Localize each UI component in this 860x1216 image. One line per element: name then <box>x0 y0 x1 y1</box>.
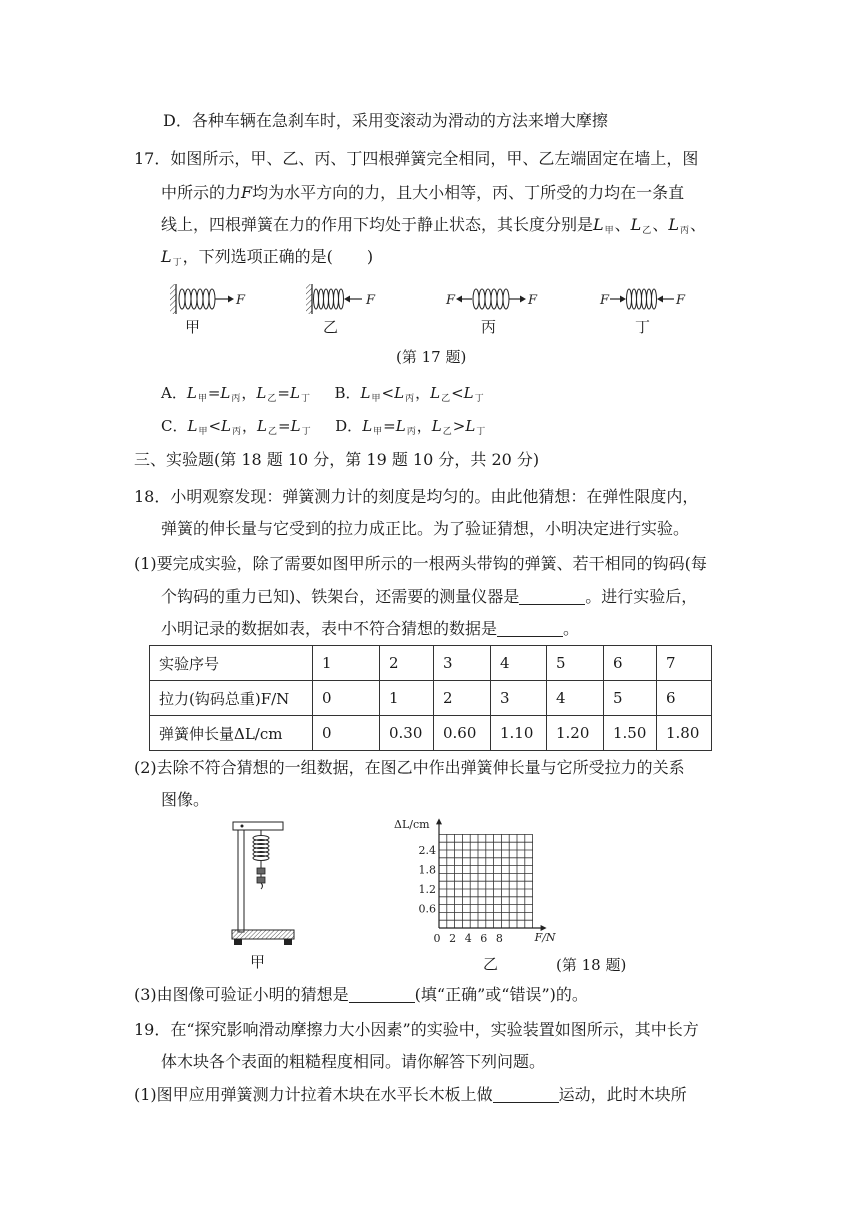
y-tick-label: 1.2 <box>418 883 436 896</box>
answer-blank-motion[interactable] <box>493 1088 559 1103</box>
q18-p1-line1: (1)要完成实验，除了需要如图甲所示的一根两头带钩的弹簧、若干相同的钩码(每 <box>134 554 707 573</box>
table-cell: 5 <box>604 681 657 716</box>
spring-ding <box>599 289 686 309</box>
table-cell: 4 <box>547 681 604 716</box>
x-tick-label: 6 <box>480 932 488 945</box>
table-cell: 2 <box>380 646 434 681</box>
q18-fig-label-jia: 甲 <box>250 953 266 971</box>
table-cell: 1.10 <box>491 716 547 751</box>
q17-line1: 17．如图所示，甲、乙、丙、丁四根弹簧完全相同，甲、乙左端固定在墙上，图 <box>134 149 699 168</box>
spring-bing <box>445 289 538 309</box>
y-axis-label: ΔL/cm <box>394 818 430 831</box>
svg-text:F: F <box>528 293 538 308</box>
table-row <box>150 681 712 716</box>
answer-blank-conclusion[interactable] <box>349 988 415 1003</box>
answer-blank-data[interactable] <box>497 622 563 637</box>
table-cell: 1.50 <box>604 716 657 751</box>
q17-fig-label-yi: 乙 <box>323 318 339 336</box>
table-cell: 1 <box>380 681 434 716</box>
x-tick-label: 2 <box>449 932 457 945</box>
table-row <box>150 716 712 751</box>
x-tick-label: 4 <box>464 932 472 945</box>
table-cell: 1.80 <box>657 716 712 751</box>
table-cell: 3 <box>434 646 491 681</box>
y-tick-label: 2.4 <box>418 844 436 857</box>
q18-data-table <box>149 645 712 751</box>
q18-fig-label-yi: 乙 <box>483 955 499 973</box>
q19-line1: 19．在“探究影响滑动摩擦力大小因素”的实验中，实验装置如图所示，其中长方 <box>134 1020 699 1039</box>
answer-blank-instrument[interactable] <box>519 590 585 605</box>
table-cell: 0 <box>313 716 380 751</box>
table-cell: 4 <box>491 646 547 681</box>
q17-caption: (第 17 题) <box>396 348 467 366</box>
q17-line4: $L_丁$，下列选项正确的是( ) <box>161 247 374 268</box>
q18-p2-line1: (2)去除不符合猜想的一组数据，在图乙中作出弹簧伸长量与它所受拉力的关系 <box>134 758 685 777</box>
q18-iron-stand-figure <box>225 818 300 950</box>
q18-p3: (3)由图像可验证小明的猜想是 (填“正确”或“错误”)的。 <box>134 985 588 1004</box>
q18-blank-graph <box>390 812 570 952</box>
table-cell: 0.60 <box>434 716 491 751</box>
q17-line2: 中所示的力F均为水平方向的力，且大小相等，丙、丁所受的力均在一条直 <box>161 183 685 202</box>
y-tick-label: 1.8 <box>418 863 436 877</box>
q18-caption: (第 18 题) <box>556 956 627 974</box>
spring-jia <box>170 284 246 314</box>
q18-line2: 弹簧的伸长量与它受到的拉力成正比。为了验证猜想，小明决定进行实验。 <box>161 519 690 538</box>
y-tick-label: 0.6 <box>418 902 436 916</box>
svg-text:F: F <box>446 293 456 308</box>
x-tick-label: 0 <box>433 932 441 945</box>
table-cell: 0.30 <box>380 716 434 751</box>
table-cell: 6 <box>657 681 712 716</box>
q17-fig-label-ding: 丁 <box>635 318 651 336</box>
svg-text:F: F <box>236 293 246 308</box>
table-row <box>150 646 712 681</box>
x-axis-label: F/N <box>534 931 556 944</box>
q17-options-ab: A．$L_甲=L_丙$，$L_乙=L_丁$ B．$L_甲<L_丙$，$L_乙<L_丁$ <box>161 384 484 404</box>
q17-springs-figure <box>150 280 710 342</box>
y-axis-arrow <box>436 818 442 824</box>
x-tick-label: 8 <box>495 932 503 945</box>
table-cell: 2 <box>434 681 491 716</box>
table-cell: 1 <box>313 646 380 681</box>
table-cell: 6 <box>604 646 657 681</box>
q17-line3: 线上，四根弹簧在力的作用下均处于静止状态，其长度分别是$L_甲$、$L_乙$、$L_丙$、 <box>161 215 706 236</box>
table-cell: 1.20 <box>547 716 604 751</box>
q19-p1: (1)图甲应用弹簧测力计拉着木块在水平长木板上做 运动，此时木块所 <box>134 1085 687 1104</box>
q17-options-cd: C．$L_甲<L_丙$，$L_乙=L_丁$ D．$L_甲=L_丙$，$L_乙>L_丁$ <box>161 417 486 437</box>
table-cell: 7 <box>657 646 712 681</box>
spring-yi <box>306 284 376 314</box>
q16-option-d: D．各种车辆在急刹车时，采用变滚动为滑动的方法来增大摩擦 <box>163 111 608 130</box>
q18-p2-line2: 图像。 <box>161 790 210 809</box>
q19-line2: 体木块各个表面的粗糙程度相同。请你解答下列问题。 <box>161 1052 546 1071</box>
table-row-header: 拉力(钩码总重)F/N <box>150 681 313 716</box>
svg-text:F: F <box>366 293 376 308</box>
table-row-header: 实验序号 <box>150 646 313 681</box>
table-cell: 5 <box>547 646 604 681</box>
q17-fig-label-jia: 甲 <box>185 318 201 336</box>
svg-text:F: F <box>676 293 686 308</box>
q18-p1-line2: 个钩码的重力已知)、铁架台，还需要的测量仪器是 。进行实验后， <box>161 587 698 606</box>
section-3-heading: 三、实验题(第 18 题 10 分，第 19 题 10 分，共 20 分) <box>134 450 540 469</box>
svg-text:F: F <box>600 293 610 308</box>
table-row-header: 弹簧伸长量ΔL/cm <box>150 716 313 751</box>
q17-fig-label-bing: 丙 <box>481 318 497 336</box>
q18-p1-line3: 小明记录的数据如表，表中不符合猜想的数据是 。 <box>161 619 580 638</box>
q18-line1: 18．小明观察发现：弹簧测力计的刻度是均匀的。由此他猜想：在弹性限度内， <box>134 487 699 506</box>
table-cell: 3 <box>491 681 547 716</box>
table-cell: 0 <box>313 681 380 716</box>
